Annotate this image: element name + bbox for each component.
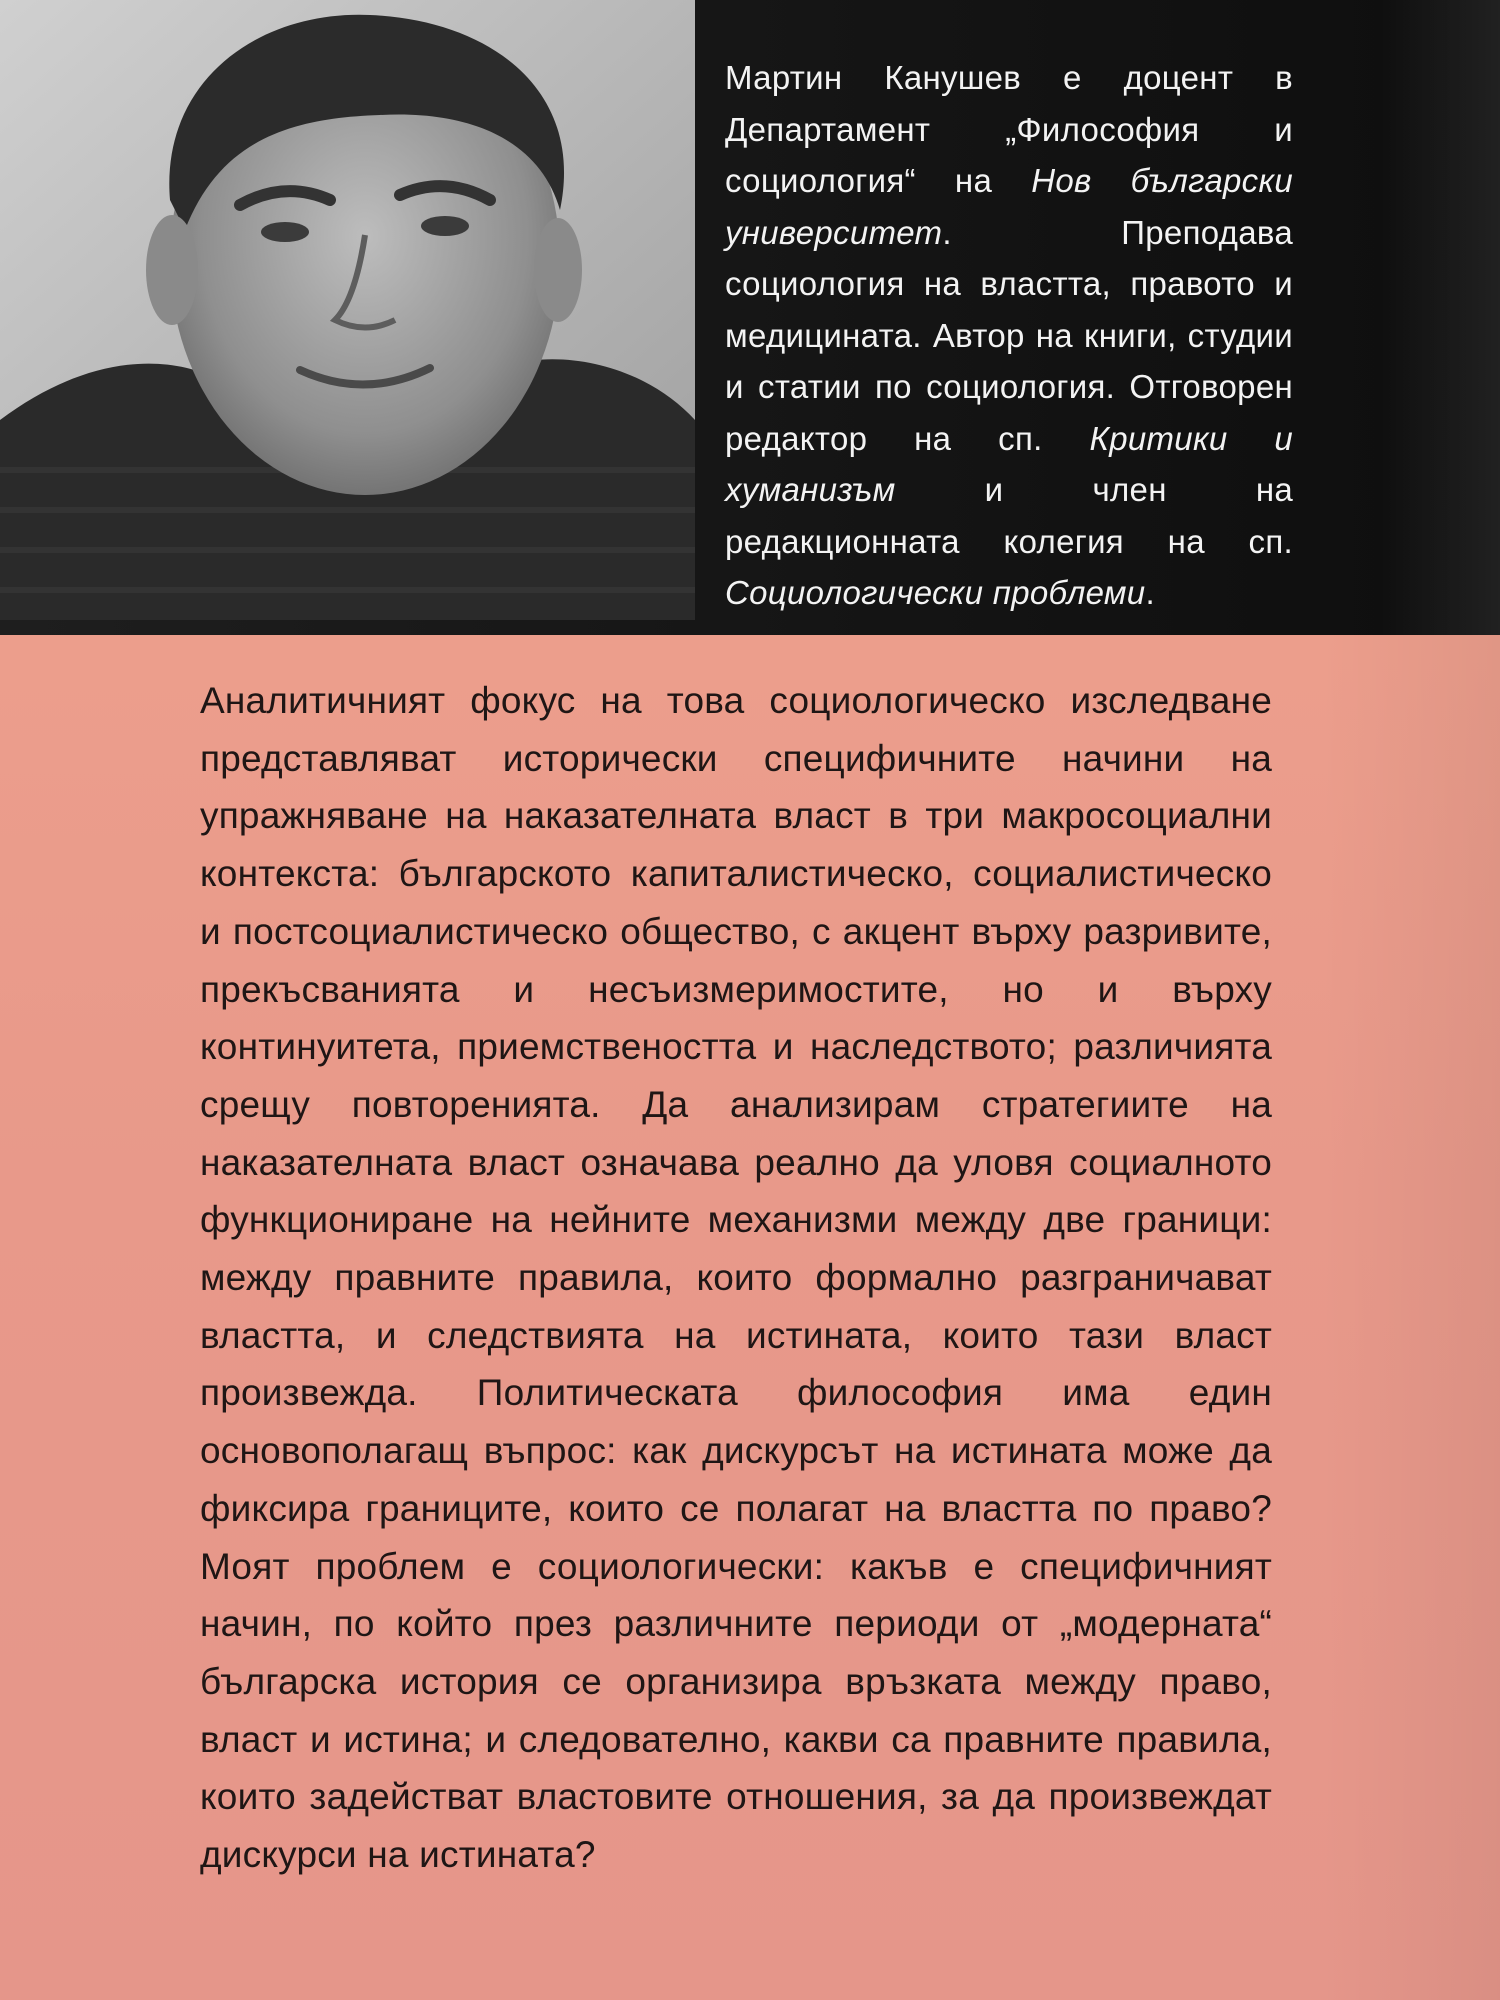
journal-name: Социологически проблеми — [725, 574, 1146, 611]
light-sheen — [1380, 0, 1500, 635]
shade — [1320, 635, 1500, 2000]
bio-text-part: Мартин Канушев е доцент в Департамент „Философия и социология“ на — [725, 59, 1293, 199]
book-abstract: Аналитичният фокус на това социологическо изследване представляват исторически специфичните начини на упражняване на наказателната власт в три макросоциални контекста: българското капиталистическо, социалистическо и постсоциалистическо общество, с акцент върху разривите, прекъсванията и несъизмеримостите, но и върху континуитета, приемствеността и наследството; различията срещу повторенията. Да анализирам стратегиите на наказателната власт означава реално да уловя социалното функциониране на нейните механизми между две граници: между правните правила, които формално разграничават властта, и следствията на истината, които тази власт произвежда. Политическата философия има един основополагащ въпрос: как дискурсът на истината може да фиксира границите, които се полагат на властта по право? Моят проблем е социологически: какъв е специфичният начин, по който през различните периоди от „модерната“ българска история се организира връзката между право, власт и истина; и следователно, какви са правните правила, които задействат властовите отношения, за да произвеждат дискурси на истината? — [200, 680, 1272, 1876]
author-photo — [0, 0, 695, 620]
bio-text-part: . — [1145, 574, 1155, 611]
bio-text-part: и член на редакционната колегия на сп. — [725, 471, 1293, 560]
university-name: Нов български университет — [725, 162, 1293, 251]
author-portrait-illustration — [0, 0, 695, 620]
journal-name: Критики и хуманизъм — [725, 419, 1293, 508]
bio-text-part: . Преподава социология на властта, правото и медицината. Автор на книги, студии и статии по социология. Отговорен редактор на сп. — [725, 213, 1293, 457]
author-bio — [725, 52, 1293, 619]
